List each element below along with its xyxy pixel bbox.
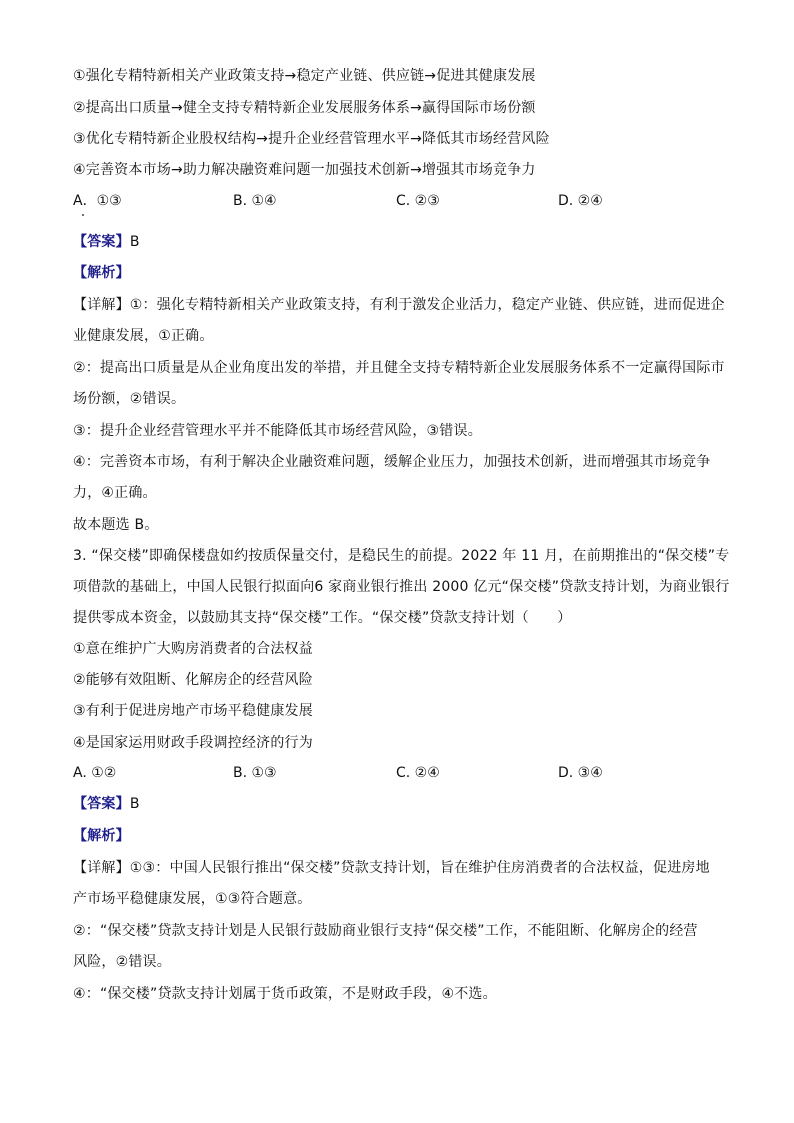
q3-option-d[interactable]: D. ③④ bbox=[558, 765, 603, 781]
q2-detail-line-7: 力，④正确。 bbox=[73, 485, 157, 501]
q3-detail-line-2: 产市场平稳健康发展，①③符合题意。 bbox=[73, 891, 312, 907]
q3-option-b[interactable]: B. ①③ bbox=[233, 765, 277, 781]
q2-detail-line-2: 业健康发展，①正确。 bbox=[73, 328, 214, 344]
q2-detail-line-4: 场份额，②错误。 bbox=[73, 391, 186, 407]
q2-option-c[interactable]: C. ②③ bbox=[396, 193, 440, 209]
q2-analysis-label bbox=[73, 263, 130, 283]
q2-options bbox=[73, 191, 733, 211]
q2-option-d[interactable]: D. ②④ bbox=[558, 193, 603, 209]
q3-answer-label: 【答案】 bbox=[73, 796, 130, 812]
q2-detail-line-8: 故本题选 B。 bbox=[73, 517, 159, 533]
q2-option-a[interactable]: A．①③ bbox=[73, 193, 122, 209]
q3-item-1: ①意在维护广大购房消费者的合法权益 bbox=[73, 641, 313, 657]
q2-analysis-heading: 【解析】 bbox=[73, 265, 130, 281]
q2-item-3: ③优化专精特新企业股权结构→提升企业经营管理水平→降低其市场经营风险 bbox=[73, 131, 550, 147]
q3-detail-line-5: ④：“保交楼”贷款支持计划属于货币政策，不是财政手段，④不选。 bbox=[73, 986, 497, 1002]
q3-item-3: ③有利于促进房地产市场平稳健康发展 bbox=[73, 703, 313, 719]
q2-detail-line-5: ③：提升企业经营管理水平并不能降低其市场经营风险，③错误。 bbox=[73, 423, 482, 439]
q3-item-2: ②能够有效阻断、化解房企的经营风险 bbox=[73, 672, 313, 688]
q3-answer bbox=[73, 794, 140, 814]
q2-answer-value: B bbox=[129, 234, 140, 250]
q3-stem-line-2: 项借款的基础上，中国人民银行拟面向6 家商业银行推出 2000 亿元“保交楼”贷款支持计划，为商业银行 bbox=[73, 579, 730, 595]
q3-analysis-heading: 【解析】 bbox=[73, 828, 130, 844]
q3-stem-line-1: 3. “保交楼”即确保楼盘如约按质保量交付，是稳民生的前提。2022 年 11 月，在前期推出的“保交楼”专 bbox=[73, 548, 730, 564]
q2-detail-line-6: ④：完善资本市场，有利于解决企业融资难问题，缓解企业压力，加强技术创新，进而增强其市场竞争 bbox=[73, 454, 711, 470]
q3-analysis-label bbox=[73, 826, 130, 846]
q2-item-4: ④完善资本市场→助力解决融资难问题一加强技术创新→增强其市场竞争力 bbox=[73, 162, 536, 178]
q3-detail-line-1: 【详解】①③：中国人民银行推出“保交楼”贷款支持计划，旨在维护住房消费者的合法权益，促进房地 bbox=[73, 860, 710, 876]
q3-detail-line-3: ②：“保交楼”贷款支持计划是人民银行鼓励商业银行支持“保交楼”工作，不能阻断、化解房企的经营 bbox=[73, 923, 698, 939]
q3-answer-value: B bbox=[129, 796, 140, 812]
q3-stem-line-3: 提供零成本资金，以鼓励其支持“保交楼”工作。“保交楼”贷款支持计划（ ） bbox=[73, 610, 572, 626]
q3-option-a[interactable]: A. ①② bbox=[73, 765, 117, 781]
q2-detail-line-1: 【详解】①：强化专精特新相关产业政策支持，有利于激发企业活力，稳定产业链、供应链，进而促进企 bbox=[73, 297, 725, 313]
q3-detail-line-4: 风险，②错误。 bbox=[73, 954, 171, 970]
q2-item-1: ①强化专精特新相关产业政策支持→稳定产业链、供应链→促进其健康发展 bbox=[73, 68, 536, 84]
stray-mark bbox=[82, 214, 84, 216]
q2-answer-label: 【答案】 bbox=[73, 234, 130, 250]
q3-options bbox=[73, 763, 733, 783]
q3-option-c[interactable]: C. ②④ bbox=[396, 765, 440, 781]
q2-option-b[interactable]: B. ①④ bbox=[233, 193, 277, 209]
q3-item-4: ④是国家运用财政手段调控经济的行为 bbox=[73, 735, 313, 751]
q2-answer bbox=[73, 232, 140, 252]
q2-detail-line-3: ②：提高出口质量是从企业角度出发的举措，并且健全支持专精特新企业发展服务体系不一定赢得国际市 bbox=[73, 360, 725, 376]
q2-item-2: ②提高出口质量→健全支持专精特新企业发展服务体系→赢得国际市场份额 bbox=[73, 100, 536, 116]
